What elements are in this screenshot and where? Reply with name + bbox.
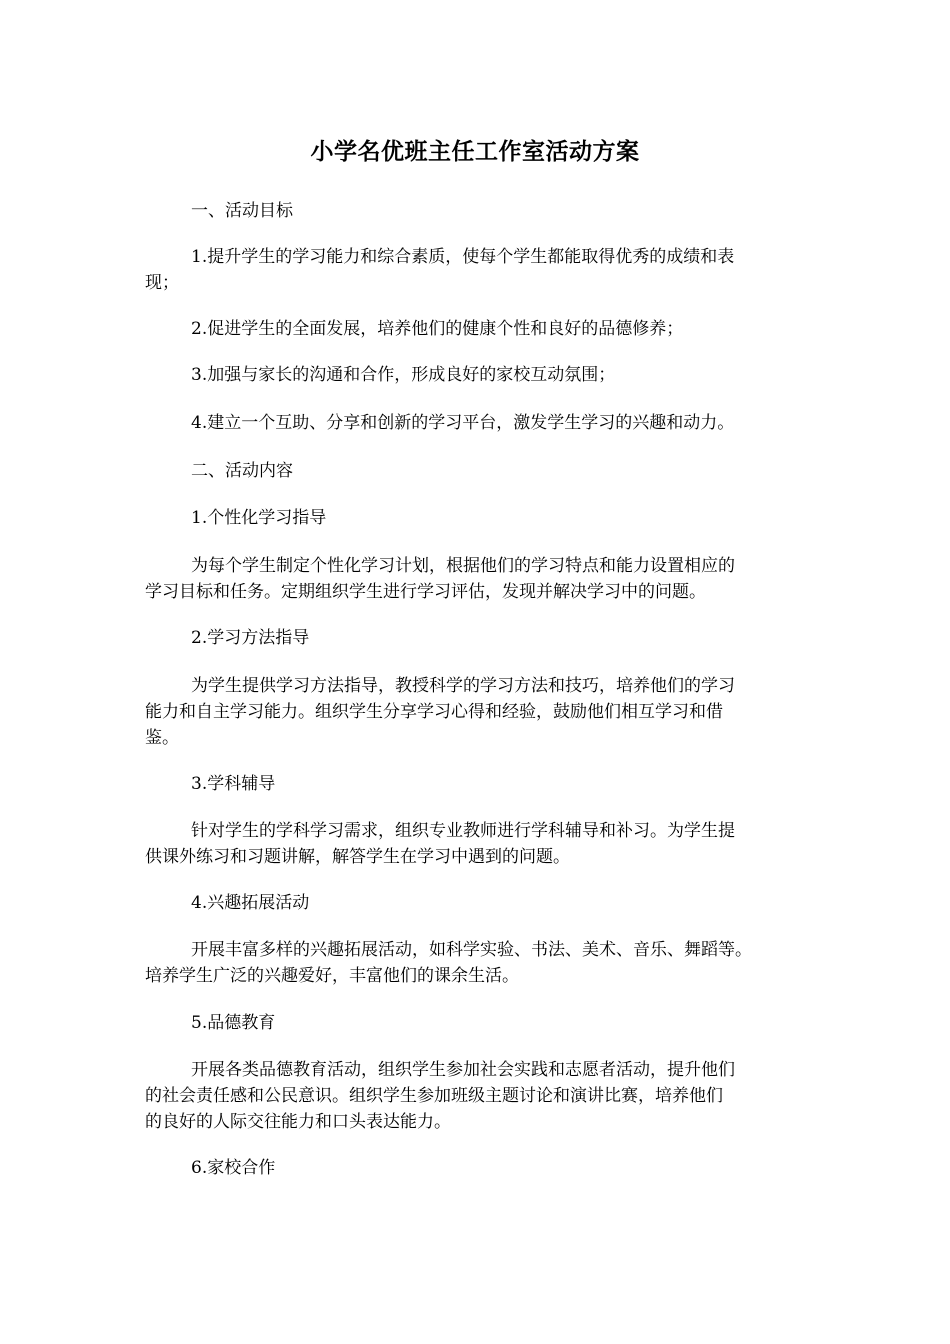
subheading: 1.个性化学习指导	[191, 508, 327, 528]
paragraph-line: 1.提升学生的学习能力和综合素质，使每个学生都能取得优秀的成绩和表	[191, 247, 735, 267]
section-heading-content: 二、活动内容	[191, 461, 293, 481]
paragraph-line: 开展丰富多样的兴趣拓展活动，如科学实验、书法、美术、音乐、舞蹈等。	[191, 940, 752, 960]
subheading: 2.学习方法指导	[191, 628, 310, 648]
subheading: 6.家校合作	[191, 1158, 276, 1178]
paragraph-line: 供课外练习和习题讲解，解答学生在学习中遇到的问题。	[145, 847, 570, 867]
subheading: 5.品德教育	[191, 1013, 276, 1033]
paragraph-line: 现；	[145, 273, 179, 293]
paragraph-line: 能力和自主学习能力。组织学生分享学习心得和经验，鼓励他们相互学习和借	[145, 702, 723, 722]
paragraph-line: 为每个学生制定个性化学习计划，根据他们的学习特点和能力设置相应的	[191, 556, 735, 576]
document-title: 小学名优班主任工作室活动方案	[310, 138, 640, 165]
paragraph-line: 为学生提供学习方法指导，教授科学的学习方法和技巧，培养他们的学习	[191, 676, 735, 696]
paragraph-line: 培养学生广泛的兴趣爱好，丰富他们的课余生活。	[145, 966, 519, 986]
subheading: 4.兴趣拓展活动	[191, 893, 310, 913]
paragraph-line: 学习目标和任务。定期组织学生进行学习评估，发现并解决学习中的问题。	[145, 582, 706, 602]
section-heading-goals: 一、活动目标	[191, 201, 293, 221]
subheading: 3.学科辅导	[191, 774, 276, 794]
paragraph-line: 开展各类品德教育活动，组织学生参加社会实践和志愿者活动，提升他们	[191, 1060, 735, 1080]
paragraph-line: 鉴。	[145, 728, 179, 748]
paragraph-line: 4.建立一个互助、分享和创新的学习平台，激发学生学习的兴趣和动力。	[191, 413, 735, 433]
paragraph-line: 的良好的人际交往能力和口头表达能力。	[145, 1112, 451, 1132]
paragraph-line: 2.促进学生的全面发展，培养他们的健康个性和良好的品德修养；	[191, 319, 684, 339]
paragraph-line: 针对学生的学科学习需求，组织专业教师进行学科辅导和补习。为学生提	[191, 821, 735, 841]
paragraph-line: 的社会责任感和公民意识。组织学生参加班级主题讨论和演讲比赛，培养他们	[145, 1086, 723, 1106]
paragraph-line: 3.加强与家长的沟通和合作，形成良好的家校互动氛围；	[191, 365, 616, 385]
